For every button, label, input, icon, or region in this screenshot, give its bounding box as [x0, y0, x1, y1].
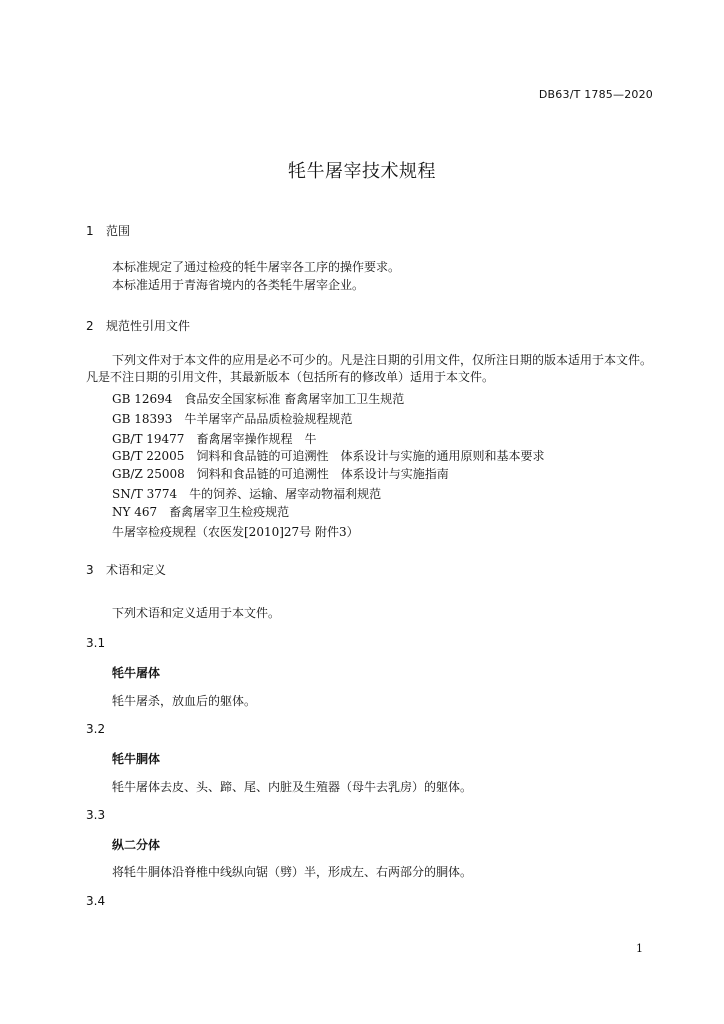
section-number: 3: [86, 563, 94, 577]
term-name: 牦牛屠体: [112, 666, 161, 680]
term-name: 牦牛胴体: [112, 752, 161, 766]
page-number: 1: [636, 942, 643, 955]
document-title: 牦牛屠宰技术规程: [288, 161, 436, 182]
term-definition: 牦牛屠体去皮、头、蹄、尾、内脏及生殖器（母牛去乳房）的躯体。: [112, 780, 473, 794]
clause-number: 3.1: [86, 636, 106, 650]
normative-intro: 下列文件对于本文件的应用是必不可少的。凡是注日期的引用文件，仅所注日期的版本适用于本文件。凡是不注日期的引用文件，其最新版本（包括所有的修改单）适用于本文件。: [86, 353, 653, 384]
clause-number: 3.2: [86, 722, 106, 736]
reference-item: SN/T 3774 牛的饲养、运输、屠宰动物福利规范: [112, 487, 382, 501]
section-2-heading: [86, 317, 190, 334]
terms-intro: 下列术语和定义适用于本文件。: [112, 606, 281, 620]
reference-item: GB/T 19477 畜禽屠宰操作规程 牛: [112, 432, 317, 446]
scope-line-1: 本标准规定了通过检疫的牦牛屠宰各工序的操作要求。: [112, 260, 401, 274]
clause-number: 3.3: [86, 808, 106, 822]
term-definition: 牦牛屠杀，放血后的躯体。: [112, 694, 257, 708]
section-title: 范围: [106, 224, 131, 238]
section-title: 术语和定义: [106, 563, 167, 577]
section-number: 2: [86, 319, 94, 333]
section-number: 1: [86, 224, 94, 238]
term-name: 纵二分体: [112, 838, 161, 852]
section-3-heading: [86, 561, 166, 578]
term-definition: 将牦牛胴体沿脊椎中线纵向锯（劈）半，形成左、右两部分的胴体。: [112, 865, 473, 879]
reference-item: GB/Z 25008 饲料和食品链的可追溯性 体系设计与实施指南: [112, 467, 449, 481]
clause-number: 3.4: [86, 894, 106, 908]
reference-item: 牛屠宰检疫规程（农医发[2010]27号 附件3）: [112, 525, 359, 539]
reference-item: GB 12694 食品安全国家标准 畜禽屠宰加工卫生规范: [112, 392, 405, 406]
scope-line-2: 本标准适用于青海省境内的各类牦牛屠宰企业。: [112, 278, 365, 292]
section-title: 规范性引用文件: [106, 319, 191, 333]
standard-code: DB63/T 1785—2020: [538, 88, 653, 101]
reference-item: NY 467 畜禽屠宰卫生检疫规范: [112, 505, 290, 519]
reference-item: GB 18393 牛羊屠宰产品品质检验规程规范: [112, 412, 353, 426]
reference-item: GB/T 22005 饲料和食品链的可追溯性 体系设计与实施的通用原则和基本要求: [112, 449, 545, 463]
section-1-heading: [86, 222, 130, 239]
